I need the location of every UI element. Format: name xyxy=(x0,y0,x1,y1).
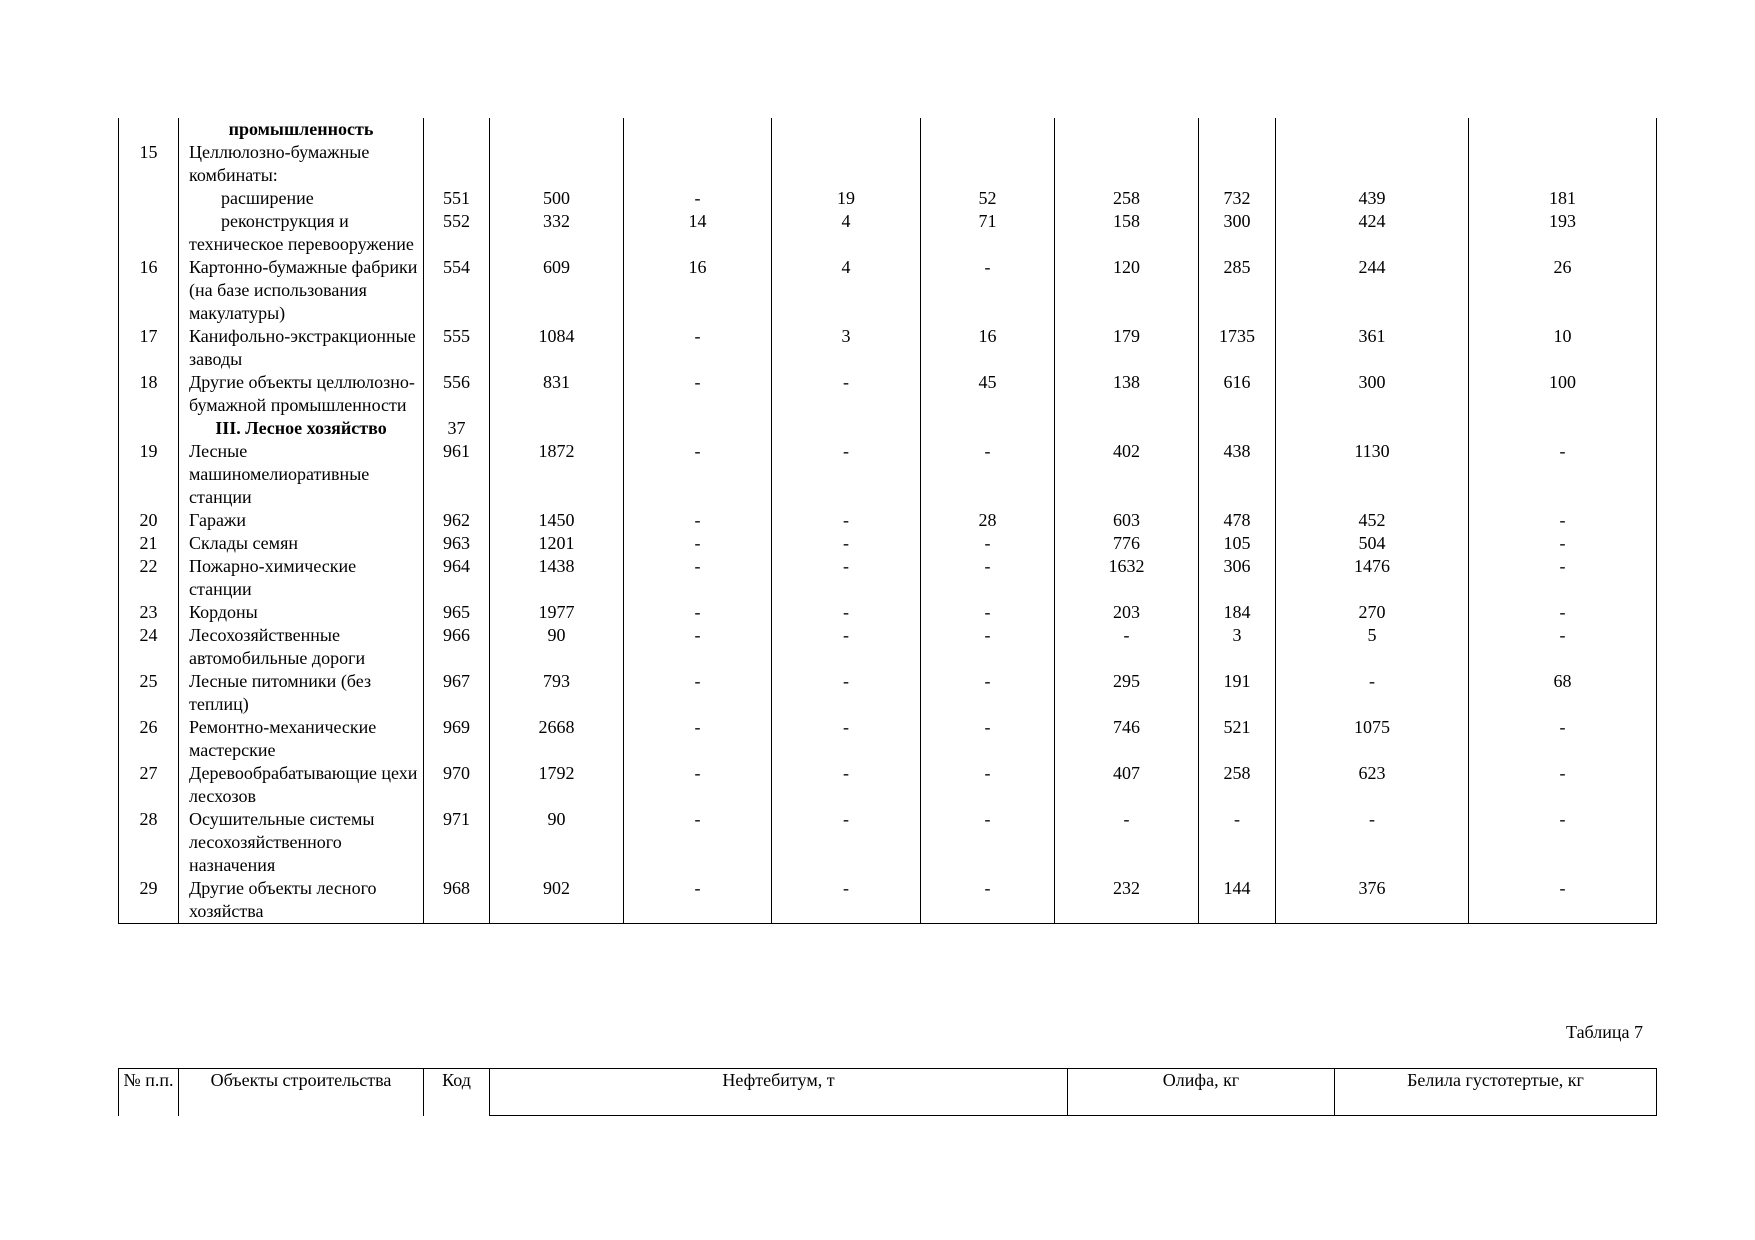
cell-value: - xyxy=(1469,808,1657,877)
cell-num: 17 xyxy=(119,325,179,371)
cell-value: 1735 xyxy=(1199,325,1276,371)
cell-value: - xyxy=(624,187,772,210)
cell-num: 25 xyxy=(119,670,179,716)
cell-value: - xyxy=(772,440,921,509)
cell-value: 181 xyxy=(1469,187,1657,210)
cell-value: - xyxy=(624,601,772,624)
cell-value: 270 xyxy=(1276,601,1469,624)
cell-value: 376 xyxy=(1276,877,1469,924)
cell-kod: 962 xyxy=(424,509,490,532)
cell-value: - xyxy=(1199,808,1276,877)
cell-value: 300 xyxy=(1199,210,1276,256)
cell-value: - xyxy=(624,325,772,371)
cell-num: 21 xyxy=(119,532,179,555)
cell-value: 793 xyxy=(490,670,624,716)
cell-value: 14 xyxy=(624,210,772,256)
section-title: промышленность xyxy=(179,118,424,141)
table-7-header xyxy=(118,1068,1657,1116)
object-name: Лесные машиномелиоративные станции xyxy=(189,441,370,507)
cell-value: 138 xyxy=(1055,371,1199,417)
cell-value xyxy=(490,417,624,440)
header-num: № п.п. xyxy=(119,1069,179,1116)
header-neftebitum: Нефтебитум, т xyxy=(490,1069,1068,1116)
cell-object-name xyxy=(179,555,424,601)
cell-value: 623 xyxy=(1276,762,1469,808)
object-name: Ремонтно-механические мастерские xyxy=(189,717,377,760)
cell-value: 232 xyxy=(1055,877,1199,924)
cell-value: - xyxy=(624,532,772,555)
cell-value: 438 xyxy=(1199,440,1276,509)
cell-value: 332 xyxy=(490,210,624,256)
cell-kod: 551 xyxy=(424,187,490,210)
cell-value: 45 xyxy=(921,371,1055,417)
cell-value xyxy=(1469,141,1657,187)
cell-value xyxy=(1055,141,1199,187)
cell-value: 16 xyxy=(921,325,1055,371)
cell-object-name xyxy=(179,762,424,808)
cell-value: 300 xyxy=(1276,371,1469,417)
cell-object-name xyxy=(179,256,424,325)
cell-object-name xyxy=(179,440,424,509)
cell-value xyxy=(1469,118,1657,141)
cell-value: 19 xyxy=(772,187,921,210)
cell-value: 1084 xyxy=(490,325,624,371)
cell-kod xyxy=(424,118,490,141)
cell-value: - xyxy=(1276,670,1469,716)
cell-value: - xyxy=(772,601,921,624)
cell-value: - xyxy=(624,440,772,509)
cell-value: 90 xyxy=(490,624,624,670)
object-name: Пожарно-химические станции xyxy=(189,556,357,599)
cell-value: - xyxy=(624,762,772,808)
table-7-header-row xyxy=(119,1069,1657,1116)
cell-value: - xyxy=(772,716,921,762)
cell-value: 4 xyxy=(772,210,921,256)
cell-value: 1201 xyxy=(490,532,624,555)
cell-value: - xyxy=(772,624,921,670)
cell-value: 732 xyxy=(1199,187,1276,210)
object-name: расширение xyxy=(221,188,314,208)
cell-value: 1792 xyxy=(490,762,624,808)
cell-value: 1977 xyxy=(490,601,624,624)
cell-value xyxy=(624,417,772,440)
table-row xyxy=(119,325,1657,371)
cell-value: 3 xyxy=(772,325,921,371)
cell-value: 105 xyxy=(1199,532,1276,555)
cell-value: 402 xyxy=(1055,440,1199,509)
cell-value xyxy=(1276,118,1469,141)
cell-value xyxy=(490,118,624,141)
cell-value: 2668 xyxy=(490,716,624,762)
cell-value xyxy=(1055,417,1199,440)
header-olifa: Олифа, кг xyxy=(1068,1069,1335,1116)
cell-kod: 963 xyxy=(424,532,490,555)
cell-num: 20 xyxy=(119,509,179,532)
section-title: III. Лесное хозяйство xyxy=(179,417,424,440)
cell-value: - xyxy=(1469,877,1657,924)
cell-value: - xyxy=(772,762,921,808)
cell-value: - xyxy=(921,440,1055,509)
cell-value: - xyxy=(921,670,1055,716)
cell-value: 244 xyxy=(1276,256,1469,325)
cell-num xyxy=(119,417,179,440)
header-objects: Объекты строительства xyxy=(179,1069,424,1116)
cell-value: - xyxy=(624,509,772,532)
cell-num: 23 xyxy=(119,601,179,624)
cell-kod: 967 xyxy=(424,670,490,716)
cell-value: 193 xyxy=(1469,210,1657,256)
cell-value xyxy=(772,417,921,440)
cell-value: 120 xyxy=(1055,256,1199,325)
cell-kod: 970 xyxy=(424,762,490,808)
cell-value: 439 xyxy=(1276,187,1469,210)
cell-value: - xyxy=(1469,555,1657,601)
cell-value: 158 xyxy=(1055,210,1199,256)
cell-object-name xyxy=(179,532,424,555)
cell-value: - xyxy=(772,532,921,555)
cell-num: 22 xyxy=(119,555,179,601)
cell-value: 10 xyxy=(1469,325,1657,371)
object-name: Гаражи xyxy=(189,510,247,530)
cell-object-name xyxy=(179,877,424,924)
cell-value: 285 xyxy=(1199,256,1276,325)
cell-value: - xyxy=(1469,762,1657,808)
cell-value xyxy=(921,118,1055,141)
cell-kod: 37 xyxy=(424,417,490,440)
table-row xyxy=(119,716,1657,762)
cell-value: 3 xyxy=(1199,624,1276,670)
cell-value: - xyxy=(1469,716,1657,762)
cell-value: - xyxy=(772,670,921,716)
table-row xyxy=(119,210,1657,256)
cell-value xyxy=(624,118,772,141)
cell-value xyxy=(624,141,772,187)
cell-kod: 555 xyxy=(424,325,490,371)
cell-value: 16 xyxy=(624,256,772,325)
cell-num: 27 xyxy=(119,762,179,808)
cell-value: 71 xyxy=(921,210,1055,256)
cell-value: - xyxy=(1469,440,1657,509)
cell-value: 361 xyxy=(1276,325,1469,371)
cell-num: 16 xyxy=(119,256,179,325)
cell-value: 1450 xyxy=(490,509,624,532)
cell-value: 295 xyxy=(1055,670,1199,716)
cell-value: - xyxy=(921,808,1055,877)
cell-value: 500 xyxy=(490,187,624,210)
table-7-caption: Таблица 7 xyxy=(1566,1022,1643,1042)
cell-value xyxy=(1469,417,1657,440)
cell-value: - xyxy=(1469,601,1657,624)
cell-value: - xyxy=(1469,509,1657,532)
object-name: Осушительные системы лесохозяйственного назначения xyxy=(189,809,375,875)
cell-value xyxy=(921,141,1055,187)
cell-value: 831 xyxy=(490,371,624,417)
cell-value: 258 xyxy=(1199,762,1276,808)
object-name: Лесные питомники (без теплиц) xyxy=(189,671,372,714)
cell-num: 18 xyxy=(119,371,179,417)
table-row xyxy=(119,440,1657,509)
cell-object-name xyxy=(179,509,424,532)
cell-num xyxy=(119,187,179,210)
cell-value: 603 xyxy=(1055,509,1199,532)
cell-value: 100 xyxy=(1469,371,1657,417)
cell-value: 4 xyxy=(772,256,921,325)
cell-value: 1438 xyxy=(490,555,624,601)
cell-value: 746 xyxy=(1055,716,1199,762)
object-name: Склады семян xyxy=(189,533,298,553)
cell-value: - xyxy=(624,716,772,762)
object-name: Деревообрабатывающие цехи лесхозов xyxy=(189,763,418,806)
cell-value: - xyxy=(624,877,772,924)
cell-kod: 556 xyxy=(424,371,490,417)
section-row xyxy=(119,118,1657,141)
cell-kod: 968 xyxy=(424,877,490,924)
cell-value: - xyxy=(624,670,772,716)
cell-object-name xyxy=(179,371,424,417)
cell-object-name xyxy=(179,670,424,716)
materials-table xyxy=(118,118,1657,924)
cell-value: - xyxy=(772,509,921,532)
cell-value: 609 xyxy=(490,256,624,325)
cell-value: - xyxy=(1055,624,1199,670)
cell-value: 1632 xyxy=(1055,555,1199,601)
cell-object-name xyxy=(179,808,424,877)
cell-value: - xyxy=(921,716,1055,762)
table-row xyxy=(119,509,1657,532)
cell-value: 1476 xyxy=(1276,555,1469,601)
cell-object-name xyxy=(179,601,424,624)
cell-value: - xyxy=(772,555,921,601)
section-row xyxy=(119,417,1657,440)
cell-kod: 552 xyxy=(424,210,490,256)
cell-value xyxy=(1199,141,1276,187)
object-name: Кордоны xyxy=(189,602,258,622)
cell-object-name xyxy=(179,141,424,187)
cell-value: 504 xyxy=(1276,532,1469,555)
cell-kod: 969 xyxy=(424,716,490,762)
cell-value: 1075 xyxy=(1276,716,1469,762)
cell-value: - xyxy=(921,256,1055,325)
cell-value xyxy=(1276,141,1469,187)
cell-value: 424 xyxy=(1276,210,1469,256)
cell-value: 521 xyxy=(1199,716,1276,762)
cell-value: - xyxy=(921,624,1055,670)
cell-kod: 965 xyxy=(424,601,490,624)
cell-value: 452 xyxy=(1276,509,1469,532)
cell-value: 203 xyxy=(1055,601,1199,624)
table-row xyxy=(119,187,1657,210)
cell-value: - xyxy=(772,877,921,924)
cell-value: - xyxy=(624,624,772,670)
cell-num xyxy=(119,118,179,141)
cell-object-name xyxy=(179,624,424,670)
cell-num: 24 xyxy=(119,624,179,670)
cell-value xyxy=(1276,417,1469,440)
cell-value: 776 xyxy=(1055,532,1199,555)
object-name: Картонно-бумажные фабрики (на базе использования макулатуры) xyxy=(189,257,418,323)
cell-value: - xyxy=(921,877,1055,924)
cell-num: 15 xyxy=(119,141,179,187)
cell-value: 184 xyxy=(1199,601,1276,624)
cell-value: - xyxy=(1469,532,1657,555)
cell-num xyxy=(119,210,179,256)
header-kod: Код xyxy=(424,1069,490,1116)
cell-value xyxy=(1199,417,1276,440)
cell-kod: 966 xyxy=(424,624,490,670)
cell-value: - xyxy=(921,601,1055,624)
cell-value: - xyxy=(1276,808,1469,877)
table-row xyxy=(119,371,1657,417)
cell-value: - xyxy=(624,808,772,877)
cell-value: - xyxy=(1469,624,1657,670)
cell-value: - xyxy=(921,532,1055,555)
table-row xyxy=(119,532,1657,555)
cell-object-name xyxy=(179,210,424,256)
cell-kod: 961 xyxy=(424,440,490,509)
table-row xyxy=(119,555,1657,601)
cell-value: 258 xyxy=(1055,187,1199,210)
header-belila: Белила густотертые, кг xyxy=(1335,1069,1657,1116)
cell-value xyxy=(772,118,921,141)
cell-value: - xyxy=(624,555,772,601)
table-row xyxy=(119,624,1657,670)
table-row xyxy=(119,762,1657,808)
cell-value xyxy=(921,417,1055,440)
table-row xyxy=(119,601,1657,624)
cell-value: 306 xyxy=(1199,555,1276,601)
cell-value: 478 xyxy=(1199,509,1276,532)
cell-value: 191 xyxy=(1199,670,1276,716)
cell-value: - xyxy=(1055,808,1199,877)
materials-table-body xyxy=(119,118,1657,924)
cell-value: - xyxy=(772,808,921,877)
cell-num: 28 xyxy=(119,808,179,877)
cell-value: 407 xyxy=(1055,762,1199,808)
cell-value: 616 xyxy=(1199,371,1276,417)
table-row xyxy=(119,141,1657,187)
cell-num: 29 xyxy=(119,877,179,924)
object-name: Лесохозяйственные автомобильные дороги xyxy=(189,625,366,668)
cell-value: 179 xyxy=(1055,325,1199,371)
cell-kod: 964 xyxy=(424,555,490,601)
table-row xyxy=(119,877,1657,924)
cell-value: 68 xyxy=(1469,670,1657,716)
table-row xyxy=(119,256,1657,325)
cell-value: 144 xyxy=(1199,877,1276,924)
cell-object-name xyxy=(179,716,424,762)
cell-value: - xyxy=(772,371,921,417)
object-name: реконструкция и техническое перевооружение xyxy=(189,211,414,254)
cell-value: - xyxy=(921,555,1055,601)
cell-kod: 971 xyxy=(424,808,490,877)
cell-num: 19 xyxy=(119,440,179,509)
cell-object-name xyxy=(179,187,424,210)
cell-value: 1872 xyxy=(490,440,624,509)
cell-value: - xyxy=(624,371,772,417)
cell-value: 90 xyxy=(490,808,624,877)
cell-num: 26 xyxy=(119,716,179,762)
object-name: Канифольно-экстракционные заводы xyxy=(189,326,416,369)
cell-object-name xyxy=(179,325,424,371)
cell-value xyxy=(1055,118,1199,141)
cell-value: - xyxy=(921,762,1055,808)
object-name: Целлюлозно-бумажные комбинаты: xyxy=(189,142,370,185)
object-name: Другие объекты целлюлозно-бумажной промышленности xyxy=(189,372,415,415)
cell-value xyxy=(490,141,624,187)
cell-kod xyxy=(424,141,490,187)
cell-value xyxy=(1199,118,1276,141)
table-row xyxy=(119,670,1657,716)
cell-value: 52 xyxy=(921,187,1055,210)
cell-value: 5 xyxy=(1276,624,1469,670)
cell-kod: 554 xyxy=(424,256,490,325)
cell-value: 902 xyxy=(490,877,624,924)
cell-value: 28 xyxy=(921,509,1055,532)
object-name: Другие объекты лесного хозяйства xyxy=(189,878,377,921)
cell-value: 1130 xyxy=(1276,440,1469,509)
table-row xyxy=(119,808,1657,877)
cell-value xyxy=(772,141,921,187)
cell-value: 26 xyxy=(1469,256,1657,325)
